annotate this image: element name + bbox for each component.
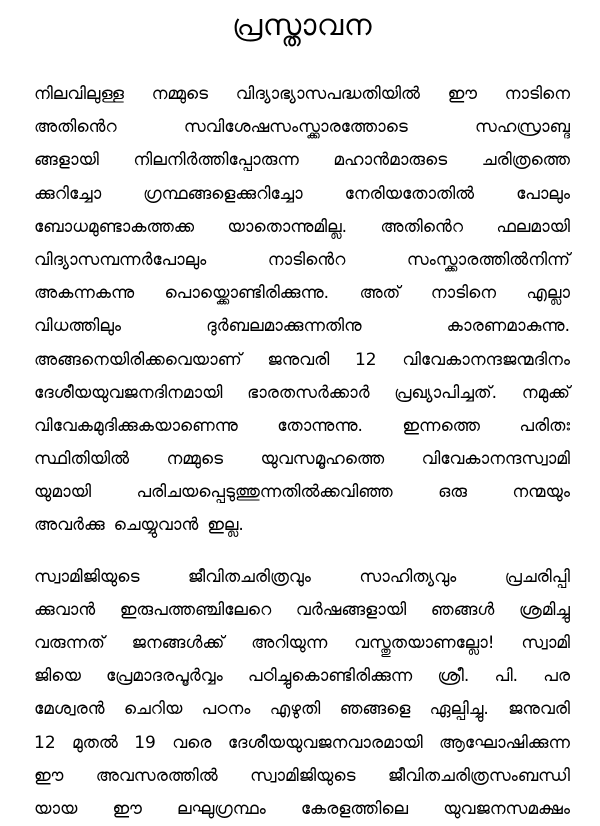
word: ഗ്രന്ഥങ്ങളെക്കുറിച്ചോ [143,183,303,204]
word: പൊയ്ക്കൊണ്ടിരിക്കുന്നു. [164,283,330,304]
word: പഠനം [201,699,251,720]
text-line [34,377,570,410]
text-line [34,111,570,144]
word: 19 [134,732,156,753]
word: ഭാരതസർക്കാർ [247,382,370,403]
paragraph-1 [34,78,570,543]
text-line [34,476,570,509]
word: ചെയ്യുവാൻ [113,515,199,536]
text-line [34,509,570,542]
text-line [34,627,570,660]
word: വിവേകാനന്ദസ്വാമി [421,449,570,470]
word: നാടിനെ [504,84,570,104]
word: ഇല്ല. [207,515,244,536]
word: ഞങ്ങൾ [430,599,495,620]
word: മുതൽ [72,732,118,753]
word: ചരിത്രത്തെ [481,150,570,171]
text-line [34,760,570,793]
word: കാരണമാകുന്നു. [446,316,570,337]
word: ജീവിതചരിത്രവും [187,566,311,587]
word: കേരളത്തിലെ [300,798,409,819]
word: വിവേകമുദിക്കുകയാണെന്നു [34,415,238,436]
word: അങ്ങനെയിരിക്കവെയാണ് [34,349,242,370]
text-line [34,277,570,310]
text-line [34,178,570,211]
word: ഒരു [438,482,467,503]
word: 12 [34,732,56,753]
word: പോലും [516,183,570,204]
text-line [34,693,570,726]
word: വിദ്യാസമ്പന്നർപോലും [34,249,207,270]
word: സ്വാമിജിയുടെ [250,765,356,786]
word: എഴുതി [269,699,321,720]
word: സ്വാമിജിയുടെ [34,566,140,587]
word: ദേശീയയുവജനദിനമായി [34,382,223,403]
text-line [34,443,570,476]
text-line [34,310,570,343]
word: അത് [359,283,401,304]
word: പര [543,666,570,687]
word: ശ്രീ. [437,666,470,687]
word: പ്രേമാദരപൂർവ്വം [106,666,223,687]
text-line [34,410,570,443]
word: വർഷങ്ങളായി [295,599,407,620]
word: പരിതഃ [519,415,570,436]
word: ഞങ്ങളെ [339,699,411,720]
word: ശ്രമിച്ചു [519,599,570,620]
text-line [34,660,570,693]
paragraph-2 [34,561,570,826]
word: പ്രഖ്യാപിച്ചത്. [394,382,498,403]
word: ഈ [112,798,142,819]
word: നമ്മുടെ [166,449,224,470]
word: തോന്നുന്നു. [277,415,363,436]
word: നമുക്ക് [521,382,570,403]
word: നമ്മുടെ [151,84,209,104]
word: വിധത്തിലും [34,316,122,337]
word: വരെ [172,732,212,753]
word: സ്ഥിതിയിൽ [34,449,130,470]
text-line [34,211,570,244]
body-text [34,78,570,826]
word: പരിചയപ്പെടുത്തുന്നതിൽക്കവിഞ്ഞ [136,482,393,503]
word: സാഹിത്യവും [359,566,457,587]
word: ഈ [447,84,478,104]
word: അകന്നകന്നു [34,283,135,304]
paragraph-spacer [34,543,570,561]
word: ക്കുറിച്ചോ [34,183,102,204]
word: ഏല്പിച്ചു. [429,699,489,720]
word: ഇരുപത്തഞ്ചിലേറെ [119,599,272,620]
word: ബോധമുണ്ടാകത്തക്ക [34,216,195,237]
word: വിവേകാനന്ദജന്മദിനം [402,349,570,370]
word: ആഘോഷിക്കുന്ന [439,732,570,753]
text-line [34,244,570,277]
word: ഈ [34,765,64,786]
word: പി. [494,666,519,687]
word: പ്രചരിപ്പി [504,566,570,587]
word: യാതൊന്നുമില്ല. [227,216,348,237]
word: മേശ്വരൻ [34,699,105,720]
word: സ്വാമി [521,633,570,653]
word: മഹാൻമാരുടെ [333,150,448,171]
word: അറിയുന്ന [251,633,328,653]
word: ഫലമായി [496,216,570,237]
word: സഹസ്രാബ്ദ [475,117,570,138]
word: 12 [354,349,377,370]
word: നേരിയതോതിൽ [344,183,475,204]
text-line [34,727,570,760]
text-line [34,344,570,377]
word: അവർക്കു [34,515,105,536]
word: അതിൻെറ [34,117,117,138]
text-line [34,561,570,594]
word: ചെറിയ [123,699,183,720]
word: യുവജനസമക്ഷം [443,798,570,819]
word: യുവസമൂഹത്തെ [260,449,385,470]
word: ജനുവരി [508,699,570,720]
word: ക്കുവാൻ [34,599,96,620]
word: അതിൻെറ [380,216,464,237]
text-line [34,78,570,111]
word: ങ്ങളായി [34,150,99,171]
text-line [34,793,570,826]
word: നാടിൻെറ [267,249,346,270]
word: ദേശീയയുവജനവാരമായി [227,732,423,753]
word: ഇന്നത്തെ [402,415,480,436]
word: യുമായി [34,482,92,503]
word: യായ [34,798,78,819]
word: ജനങ്ങൾക്ക് [131,633,225,653]
word: വസ്തുതയാണല്ലോ! [354,633,495,653]
word: വരുന്നത് [34,633,105,653]
word: ദുർബലമാക്കുന്നതിനു [206,316,362,337]
text-line [34,144,570,177]
text-line [34,594,570,627]
word: എല്ലാ [526,283,570,304]
word: സംസ്ക്കാരത്തിൽനിന്ന് [406,249,570,270]
word: ജനുവരി [267,349,330,370]
word: ജീവിതചരിത്രസംബന്ധി [387,765,570,786]
word: നന്മയും [512,482,570,503]
word: നിലനിർത്തിപ്പോരുന്ന [133,150,299,171]
word: സവിശേഷസംസ്ക്കാരത്തോടെ [183,117,408,138]
word: വിദ്യാഭ്യാസപദ്ധതിയിൽ [235,84,420,104]
page-title: പ്രസ്താവന [231,8,373,43]
word: ലഘുഗ്രന്ഥം [176,798,266,819]
word: ജിയെ [34,666,81,687]
word: നാടിനെ [430,283,497,304]
word: അവസരത്തിൽ [95,765,218,786]
word: പഠിച്ചുകൊണ്ടിരിക്കുന്ന [247,666,413,687]
word: നിലവിലുള്ള [34,84,124,104]
